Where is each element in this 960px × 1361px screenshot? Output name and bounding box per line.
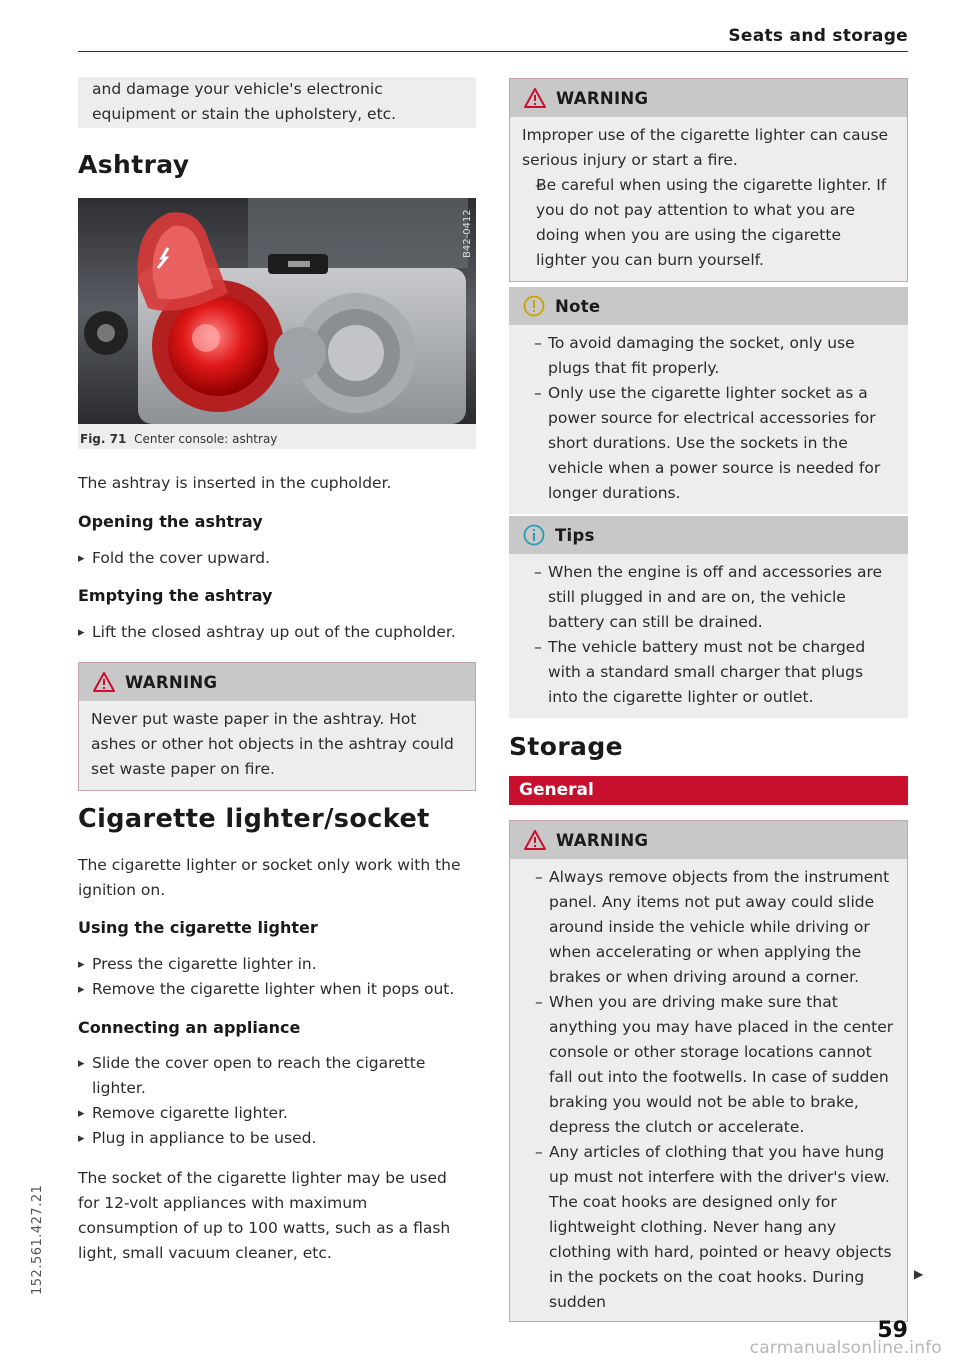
tips-bullet: – When the engine is off and accessories are still plugged in and are on, the vehicle battery can still be drained. [521,560,896,635]
warning-body [79,701,475,790]
warning-label: WARNING [125,672,218,692]
tips-body [509,554,908,718]
connecting-step: ▸ Slide the cover open to reach the cigarette lighter. [78,1051,443,1101]
page-number: 59 [877,1318,908,1343]
warning-bullet [522,173,895,273]
warning-triangle-icon [524,88,546,108]
info-circle-icon [523,524,545,546]
note-box [509,287,908,514]
connecting-step: ▸ Plug in appliance to be used. [78,1126,443,1151]
warning-body [510,859,907,1321]
using-step: ▸ Press the cigarette lighter in. [78,952,476,977]
warning-bullet-text: Be careful when using the cigarette lighter. If you do not pay attention to what you are doing when you are using the cigarette lighter you can burn yourself. [536,176,887,269]
tips-label: Tips [555,525,595,545]
lighter-warning [509,78,908,282]
section-title: Seats and storage [728,26,908,46]
exclamation-circle-icon [523,295,545,317]
emptying-heading: Emptying the ashtray [78,586,273,605]
storage-warning [509,820,908,1322]
ashtray-warning [78,662,476,791]
figure-code: B42-0412 [462,209,473,258]
intro-text: and damage your vehicle's electronic equipment or stain the upholstery, etc. [92,80,397,123]
general-subheading: General [509,776,908,805]
note-bullet: – Only use the cigarette lighter socket as a power source for electrical accessories for short durations. Use the sockets in the vehicle when a power source is needed for longer durations. [521,381,896,506]
warning-triangle-icon [93,672,115,692]
watermark: carmanualsonline.info [749,1338,942,1358]
warning-header [510,821,907,859]
figure-number: Fig. 71 [80,432,127,446]
ashtray-illustration [78,198,476,424]
note-header [509,287,908,325]
tips-header [509,516,908,554]
using-heading: Using the cigarette lighter [78,918,318,937]
emptying-step: ▸ Lift the closed ashtray up out of the cupholder. [78,620,490,645]
opening-step: ▸ Fold the cover upward. [78,546,490,571]
connecting-heading: Connecting an appliance [78,1018,301,1037]
lighter-text: The cigarette lighter or socket only work with the ignition on. [78,856,461,899]
note-label: Note [555,296,601,316]
figure-71 [78,198,476,449]
warning-text: Never put waste paper in the ashtray. Hot ashes or other hot objects in the ashtray could set waste paper on fire. [91,710,454,778]
ashtray-heading: Ashtray [78,150,190,179]
warning-label: WARNING [556,88,649,108]
tips-bullet: – The vehicle battery must not be charged with a standard small charger that plugs into the cigarette lighter or outlet. [521,635,896,710]
note-bullet: – To avoid damaging the socket, only use plugs that fit properly. [521,331,896,381]
opening-heading: Opening the ashtray [78,512,263,531]
warning-label: WARNING [556,830,649,850]
lighter-heading: Cigarette lighter/socket [78,804,430,834]
warning-bullet: – Any articles of clothing that you have hung up must not interfere with the driver's view. The coat hooks are designed only for lightweight clothing. Never hang any clothing with hard, pointed or heavy objects in the pockets on the coat hooks. During sudden [522,1140,895,1315]
tips-box [509,516,908,718]
ashtray-text: The ashtray is inserted in the cupholder. [78,474,392,492]
intro-box [78,77,476,128]
using-steps [78,952,476,1002]
warning-bullet: – Always remove objects from the instrument panel. Any items not put away could slide around inside the vehicle while driving or when accelerating or when applying the brakes or when driving around a corner. [522,865,895,990]
continue-arrow-icon: ▶ [914,1267,924,1281]
socket-text: The socket of the cigarette lighter may be used for 12-volt appliances with maximum consumption of up to 100 watts, such as a flash light, small vacuum cleaner, etc. [78,1169,451,1262]
document-code: 152.561.427.21 [30,1184,45,1295]
connecting-steps [78,1051,443,1151]
note-body [509,325,908,514]
storage-heading: Storage [509,732,623,761]
warning-body [510,117,907,281]
figure-caption [78,424,476,450]
warning-header [510,79,907,117]
warning-header [79,663,475,701]
header-rule [78,51,908,52]
connecting-step: ▸ Remove cigarette lighter. [78,1101,443,1126]
warning-bullet: – When you are driving make sure that anything you may have placed in the center console or other storage locations cannot fall out into the footwells. In case of sudden braking you would not be able to brake, depress the clutch or accelerate. [522,990,895,1140]
warning-triangle-icon [524,830,546,850]
using-step: ▸ Remove the cigarette lighter when it pops out. [78,977,476,1002]
warning-text: Improper use of the cigarette lighter can cause serious injury or start a fire. [522,126,889,169]
figure-caption-text: Center console: ashtray [134,432,278,446]
